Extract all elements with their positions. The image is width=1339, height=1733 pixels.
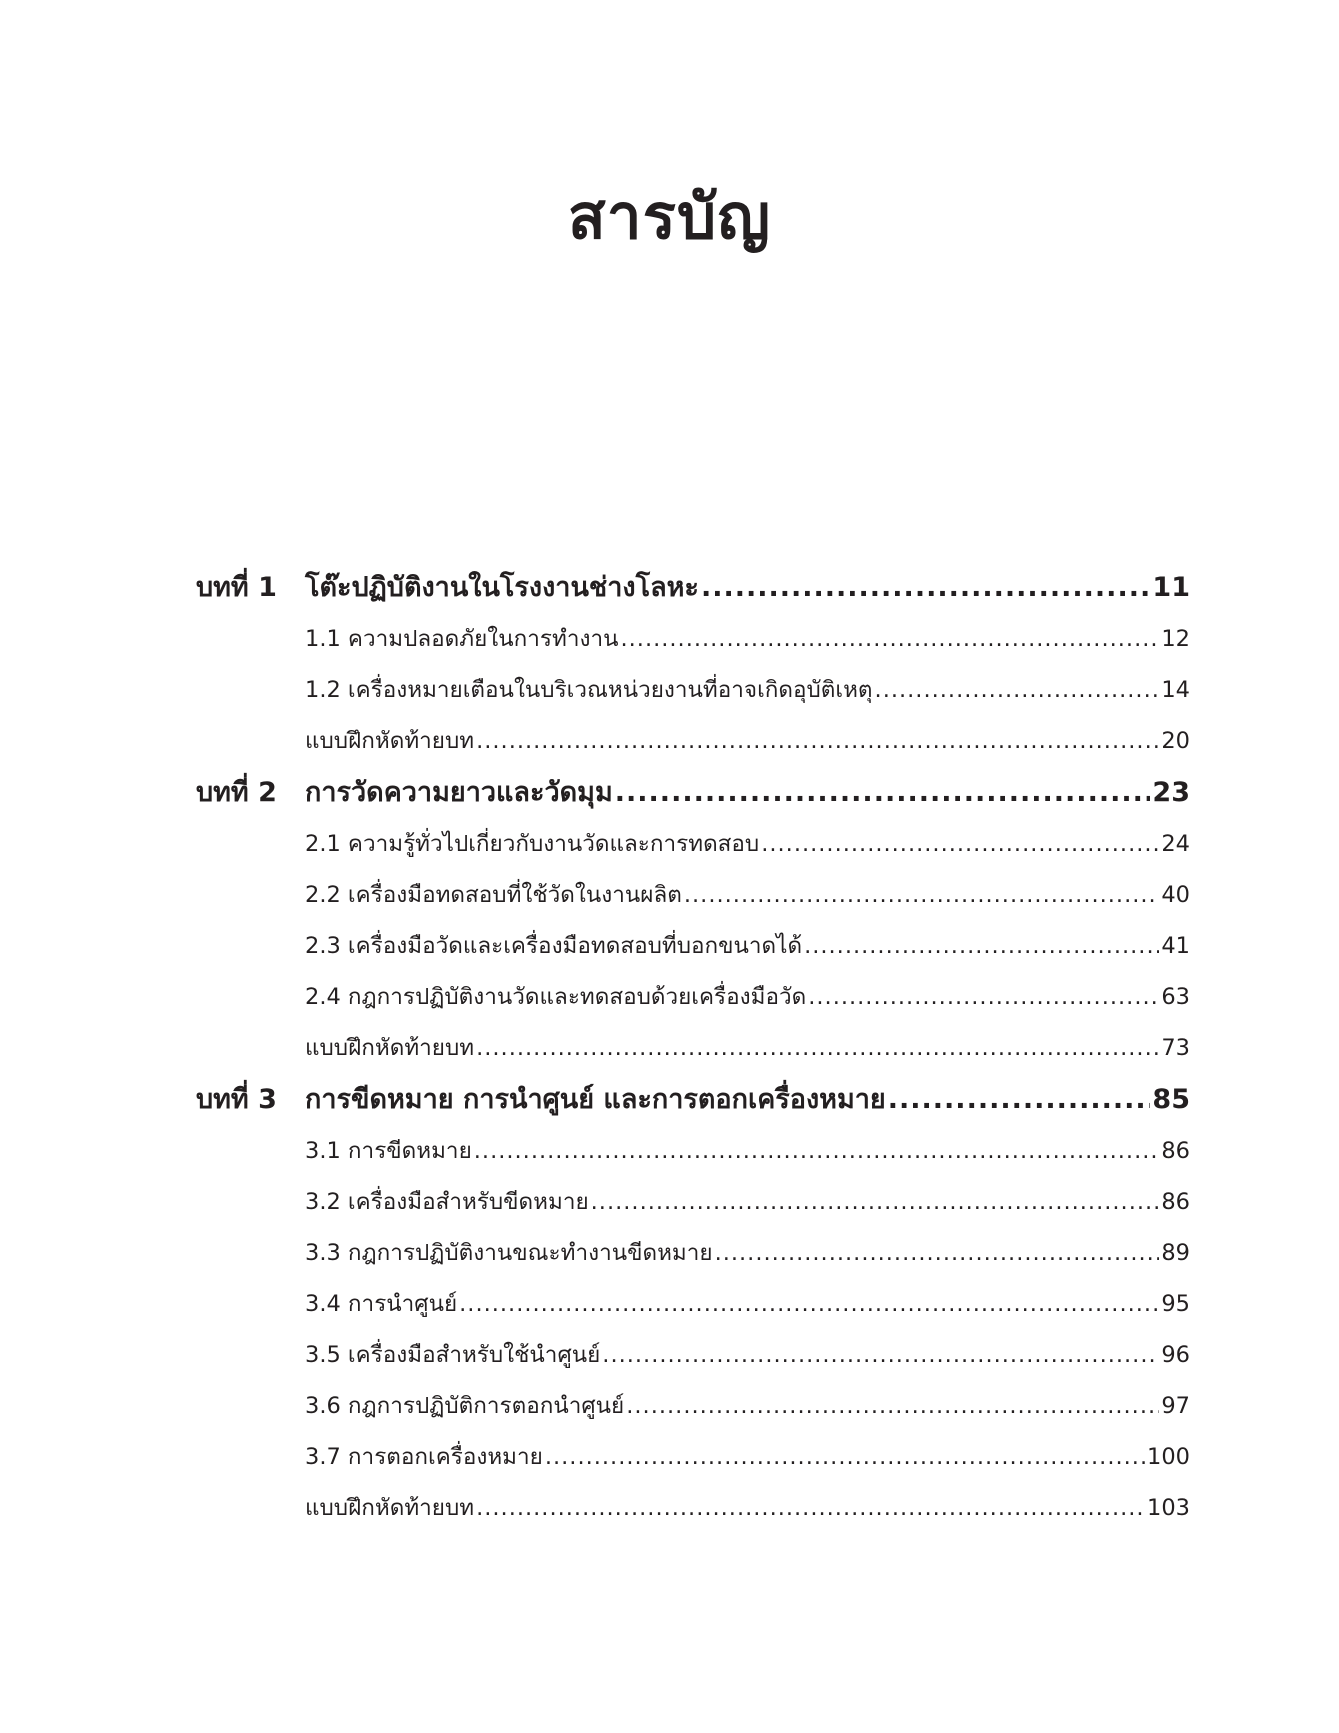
dot-leader xyxy=(761,819,1159,870)
chapter-heading xyxy=(196,767,613,819)
dot-leader xyxy=(476,1023,1159,1074)
dot-leader xyxy=(474,1126,1160,1177)
dot-leader xyxy=(615,767,1151,819)
toc-section[interactable] xyxy=(196,1177,1190,1228)
chapter-number: บทที่ 3 xyxy=(196,1084,277,1115)
table-of-contents xyxy=(196,562,1190,1534)
dot-leader xyxy=(888,1074,1151,1126)
page-number: 20 xyxy=(1161,728,1190,754)
section-title: 3.7 การตอกเครื่องหมาย xyxy=(305,1444,543,1470)
toc-chapter-2[interactable] xyxy=(196,767,1190,819)
section-title: 3.3 กฎการปฏิบัติงานขณะทำงานขีดหมาย xyxy=(305,1240,713,1266)
toc-section[interactable] xyxy=(196,819,1190,870)
page-number: 14 xyxy=(1161,677,1190,703)
section-title: 2.2 เครื่องมือทดสอบที่ใช้วัดในงานผลิต xyxy=(305,882,682,908)
dot-leader xyxy=(602,1330,1159,1381)
page-number: 12 xyxy=(1161,626,1190,652)
page-number: 24 xyxy=(1161,831,1190,857)
page-number: 40 xyxy=(1161,882,1190,908)
dot-leader xyxy=(804,921,1159,972)
chapter-title: การวัดความยาวและวัดมุม xyxy=(305,777,613,808)
section-title: 3.6 กฎการปฏิบัติการตอกนำศูนย์ xyxy=(305,1393,625,1419)
dot-leader xyxy=(476,716,1159,767)
dot-leader xyxy=(626,1381,1159,1432)
toc-section[interactable] xyxy=(196,1126,1190,1177)
dot-leader xyxy=(875,665,1160,716)
section-title: 3.4 การนำศูนย์ xyxy=(305,1291,458,1317)
dot-leader xyxy=(459,1279,1159,1330)
page-number: 95 xyxy=(1161,1291,1190,1317)
chapter-title: การขีดหมาย การนำศูนย์ และการตอกเครื่องหมาย xyxy=(305,1084,886,1115)
page-number: 96 xyxy=(1161,1342,1190,1368)
section-title: แบบฝึกหัดท้ายบท xyxy=(305,1035,475,1061)
section-title: 1.2 เครื่องหมายเตือนในบริเวณหน่วยงานที่อาจเกิดอุบัติเหตุ xyxy=(305,677,873,703)
dot-leader xyxy=(545,1432,1145,1483)
toc-section[interactable] xyxy=(196,870,1190,921)
dot-leader xyxy=(715,1228,1160,1279)
page-number: 86 xyxy=(1161,1138,1190,1164)
chapter-title: โต๊ะปฏิบัติงานในโรงงานช่างโลหะ xyxy=(305,572,699,603)
toc-section[interactable] xyxy=(196,1279,1190,1330)
toc-section[interactable] xyxy=(196,1228,1190,1279)
section-title: 2.4 กฎการปฏิบัติงานวัดและทดสอบด้วยเครื่องมือวัด xyxy=(305,984,807,1010)
chapter-number: บทที่ 2 xyxy=(196,777,277,808)
dot-leader xyxy=(476,1483,1145,1534)
toc-section[interactable] xyxy=(196,614,1190,665)
page-number: 23 xyxy=(1152,777,1190,808)
section-title: แบบฝึกหัดท้ายบท xyxy=(305,1495,475,1521)
dot-leader xyxy=(701,562,1150,614)
section-title: 2.3 เครื่องมือวัดและเครื่องมือทดสอบที่บอกขนาดได้ xyxy=(305,933,803,959)
section-title: 3.5 เครื่องมือสำหรับใช้นำศูนย์ xyxy=(305,1342,601,1368)
page-number: 103 xyxy=(1147,1495,1190,1521)
page-number: 73 xyxy=(1161,1035,1190,1061)
toc-section[interactable] xyxy=(196,1432,1190,1483)
toc-section[interactable] xyxy=(196,1330,1190,1381)
toc-section[interactable] xyxy=(196,1381,1190,1432)
page-number: 63 xyxy=(1161,984,1190,1010)
chapter-heading xyxy=(196,1074,886,1126)
chapter-heading xyxy=(196,562,699,614)
dot-leader xyxy=(591,1177,1160,1228)
chapter-number: บทที่ 1 xyxy=(196,572,277,603)
page-number: 11 xyxy=(1152,572,1190,603)
toc-section[interactable] xyxy=(196,972,1190,1023)
dot-leader xyxy=(620,614,1159,665)
toc-section[interactable] xyxy=(196,665,1190,716)
page-number: 86 xyxy=(1161,1189,1190,1215)
dot-leader xyxy=(684,870,1159,921)
toc-section[interactable] xyxy=(196,716,1190,767)
section-title: 1.1 ความปลอดภัยในการทำงาน xyxy=(305,626,619,652)
page-number: 89 xyxy=(1161,1240,1190,1266)
section-title: แบบฝึกหัดท้ายบท xyxy=(305,728,475,754)
toc-chapter-1[interactable] xyxy=(196,562,1190,614)
page-number: 100 xyxy=(1147,1444,1190,1470)
section-title: 3.2 เครื่องมือสำหรับขีดหมาย xyxy=(305,1189,589,1215)
section-title: 2.1 ความรู้ทั่วไปเกี่ยวกับงานวัดและการทดสอบ xyxy=(305,831,760,857)
toc-section[interactable] xyxy=(196,921,1190,972)
page-title: สารบัญ xyxy=(567,180,772,253)
dot-leader xyxy=(808,972,1159,1023)
page-number: 41 xyxy=(1161,933,1190,959)
page-number: 85 xyxy=(1152,1084,1190,1115)
toc-section[interactable] xyxy=(196,1023,1190,1074)
section-title: 3.1 การขีดหมาย xyxy=(305,1138,472,1164)
toc-chapter-3[interactable] xyxy=(196,1074,1190,1126)
page-number: 97 xyxy=(1161,1393,1190,1419)
toc-section[interactable] xyxy=(196,1483,1190,1534)
